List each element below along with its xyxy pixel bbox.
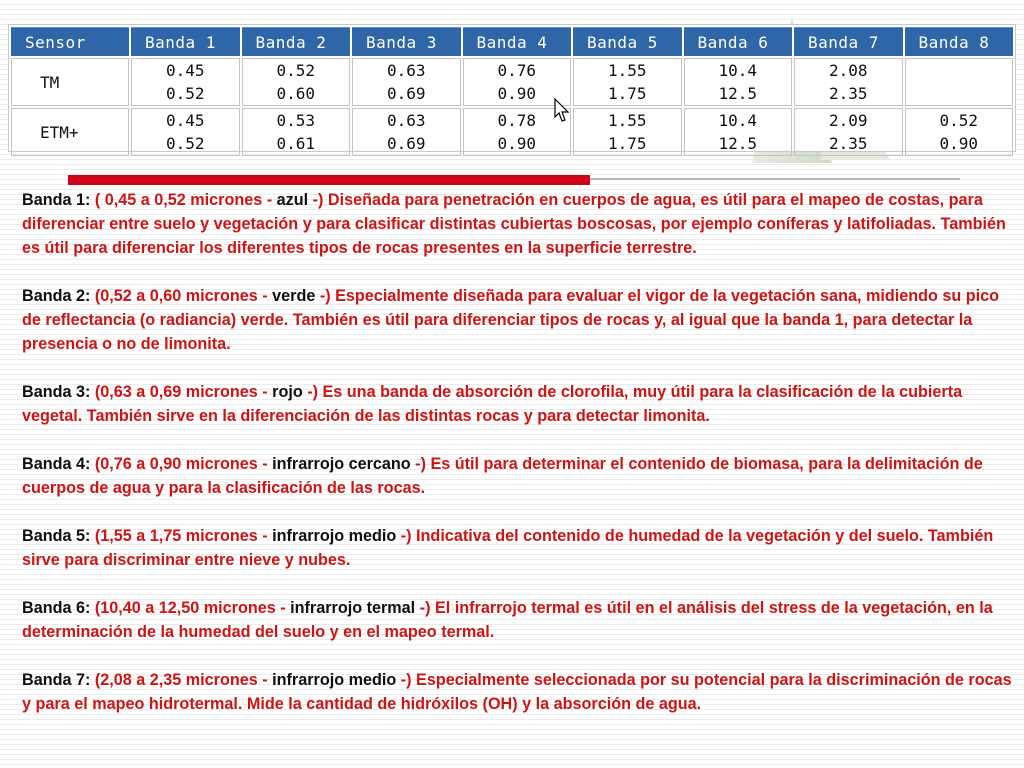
band-min-value: 0.63 [386, 61, 426, 80]
band-min-value: 0.45 [165, 61, 205, 80]
band-min-value: 10.4 [718, 111, 758, 130]
band-value-cell [131, 58, 240, 106]
band-max-value: 0.69 [386, 84, 426, 103]
band-max-value: 0.60 [276, 84, 316, 103]
band-table [9, 25, 1015, 158]
band-value-cell [905, 58, 1014, 106]
accent-bar-red [68, 175, 590, 185]
band-max-value: 1.75 [607, 84, 647, 103]
header-sensor: Sensor [11, 27, 129, 56]
band-max-value: 2.35 [828, 84, 868, 103]
band-max-value: 1.75 [607, 134, 647, 153]
band-value-cell [352, 108, 461, 156]
band-min-value: 2.08 [828, 61, 868, 80]
band-value-cell [905, 108, 1014, 156]
band-table-container [8, 24, 1016, 152]
table-row [11, 108, 1013, 156]
band-range: (0,52 a 0,60 micrones - [90, 287, 273, 305]
band-color-name: infrarrojo medio [272, 671, 397, 689]
band-min-value: 0.76 [497, 61, 537, 80]
band-min-value: 0.53 [276, 111, 316, 130]
header-banda-4: Banda 4 [463, 27, 572, 56]
band-description: -) Especialmente seleccionada por su potencial para la discriminación de rocas y para el mapeo hidrotermal. Mide la cantidad de hidróxilos (OH) y la absorción de agua. [22, 671, 1012, 713]
table-header-row [11, 27, 1013, 56]
band-value-cell [794, 108, 903, 156]
band-value-cell [573, 108, 682, 156]
band-max-value: 0.69 [386, 134, 426, 153]
band-description: -) Es útil para determinar el contenido de biomasa, para la delimitación de cuerpos de agua y para la clasificación de las rocas. [22, 455, 983, 497]
band-description: -) Indicativa del contenido de humedad de la vegetación y del suelo. También sirve para discriminar entre nieve y nubes. [22, 527, 994, 569]
band-min-value: 0.78 [497, 111, 537, 130]
band-label: Banda 1: [22, 191, 91, 209]
band-paragraph [22, 284, 1012, 356]
band-range: (2,08 a 2,35 micrones - [90, 671, 273, 689]
band-paragraph [22, 668, 1012, 716]
band-max-value: 0.90 [939, 134, 979, 153]
band-max-value: 0.90 [497, 134, 537, 153]
band-paragraph [22, 596, 1012, 644]
band-max-value: 12.5 [718, 134, 758, 153]
band-value-cell [573, 58, 682, 106]
header-banda-2: Banda 2 [242, 27, 351, 56]
band-value-cell [242, 108, 351, 156]
band-range: (1,55 a 1,75 micrones - [90, 527, 273, 545]
band-range: (0,76 a 0,90 micrones - [90, 455, 273, 473]
band-min-value: 0.63 [386, 111, 426, 130]
band-value-cell [684, 58, 793, 106]
band-value-cell [352, 58, 461, 106]
band-range: (0,63 a 0,69 micrones - [90, 383, 273, 401]
band-min-value: 0.52 [939, 111, 979, 130]
band-label: Banda 2: [22, 287, 91, 305]
band-label: Banda 6: [22, 599, 91, 617]
band-max-value: 0.52 [165, 134, 205, 153]
band-min-value: 10.4 [718, 61, 758, 80]
band-paragraph [22, 452, 1012, 500]
band-description: -) Diseñada para penetración en cuerpos de agua, es útil para el mapeo de costas, para diferenciar entre suelo y vegetación y para clasificar distintas cubiertas boscosas, por ejemplo coníferas y latifoliadas. También es útil para diferenciar los diferentes tipos de rocas presentes en la superficie terrestre. [22, 191, 1006, 257]
band-color-name: azul [276, 191, 309, 209]
band-paragraph [22, 380, 1012, 428]
band-color-name: infrarrojo cercano [272, 455, 411, 473]
sensor-cell: TM [11, 58, 129, 106]
accent-line-gray [590, 178, 960, 180]
header-banda-6: Banda 6 [684, 27, 793, 56]
band-max-value: 2.35 [828, 134, 868, 153]
band-value-cell [684, 108, 793, 156]
band-label: Banda 5: [22, 527, 91, 545]
band-color-name: infrarrojo termal [290, 599, 416, 617]
header-banda-3: Banda 3 [352, 27, 461, 56]
band-min-value [906, 59, 1013, 82]
header-banda-8: Banda 8 [905, 27, 1014, 56]
band-label: Banda 3: [22, 383, 91, 401]
band-min-value: 0.52 [276, 61, 316, 80]
band-label: Banda 7: [22, 671, 91, 689]
band-min-value: 0.45 [165, 111, 205, 130]
band-description: -) Es una banda de absorción de clorofila, muy útil para la clasificación de la cubierta vegetal. También sirve en la diferenciación de las distintas rocas y para detectar limonita. [22, 383, 963, 425]
band-value-cell [794, 58, 903, 106]
band-max-value [906, 82, 1013, 105]
band-min-value: 1.55 [607, 111, 647, 130]
header-banda-7: Banda 7 [794, 27, 903, 56]
band-color-name: infrarrojo medio [272, 527, 397, 545]
sensor-cell: ETM+ [11, 108, 129, 156]
band-description: -) El infrarrojo termal es útil en el análisis del stress de la vegetación, en la determinación de la humedad del suelo y en el mapeo termal. [22, 599, 993, 641]
header-banda-5: Banda 5 [573, 27, 682, 56]
band-value-cell [131, 108, 240, 156]
band-range: ( 0,45 a 0,52 micrones - [90, 191, 277, 209]
header-banda-1: Banda 1 [131, 27, 240, 56]
band-max-value: 12.5 [718, 84, 758, 103]
table-body [11, 58, 1013, 156]
band-descriptions [22, 188, 1012, 740]
band-color-name: rojo [272, 383, 303, 401]
band-description: -) Especialmente diseñada para evaluar el vigor de la vegetación sana, midiendo su pico de reflectancia (o radiancia) verde. También es útil para diferenciar tipos de rocas y, al igual que la banda 1, para detectar la presencia o no de limonita. [22, 287, 1000, 353]
band-paragraph [22, 524, 1012, 572]
band-max-value: 0.61 [276, 134, 316, 153]
table-row [11, 58, 1013, 106]
band-range: (10,40 a 12,50 micrones - [90, 599, 291, 617]
band-max-value: 0.90 [497, 84, 537, 103]
mouse-cursor-icon [554, 98, 570, 124]
band-label: Banda 4: [22, 455, 91, 473]
band-paragraph [22, 188, 1012, 260]
band-max-value: 0.52 [165, 84, 205, 103]
band-value-cell [242, 58, 351, 106]
band-min-value: 2.09 [828, 111, 868, 130]
band-color-name: verde [272, 287, 316, 305]
band-min-value: 1.55 [607, 61, 647, 80]
